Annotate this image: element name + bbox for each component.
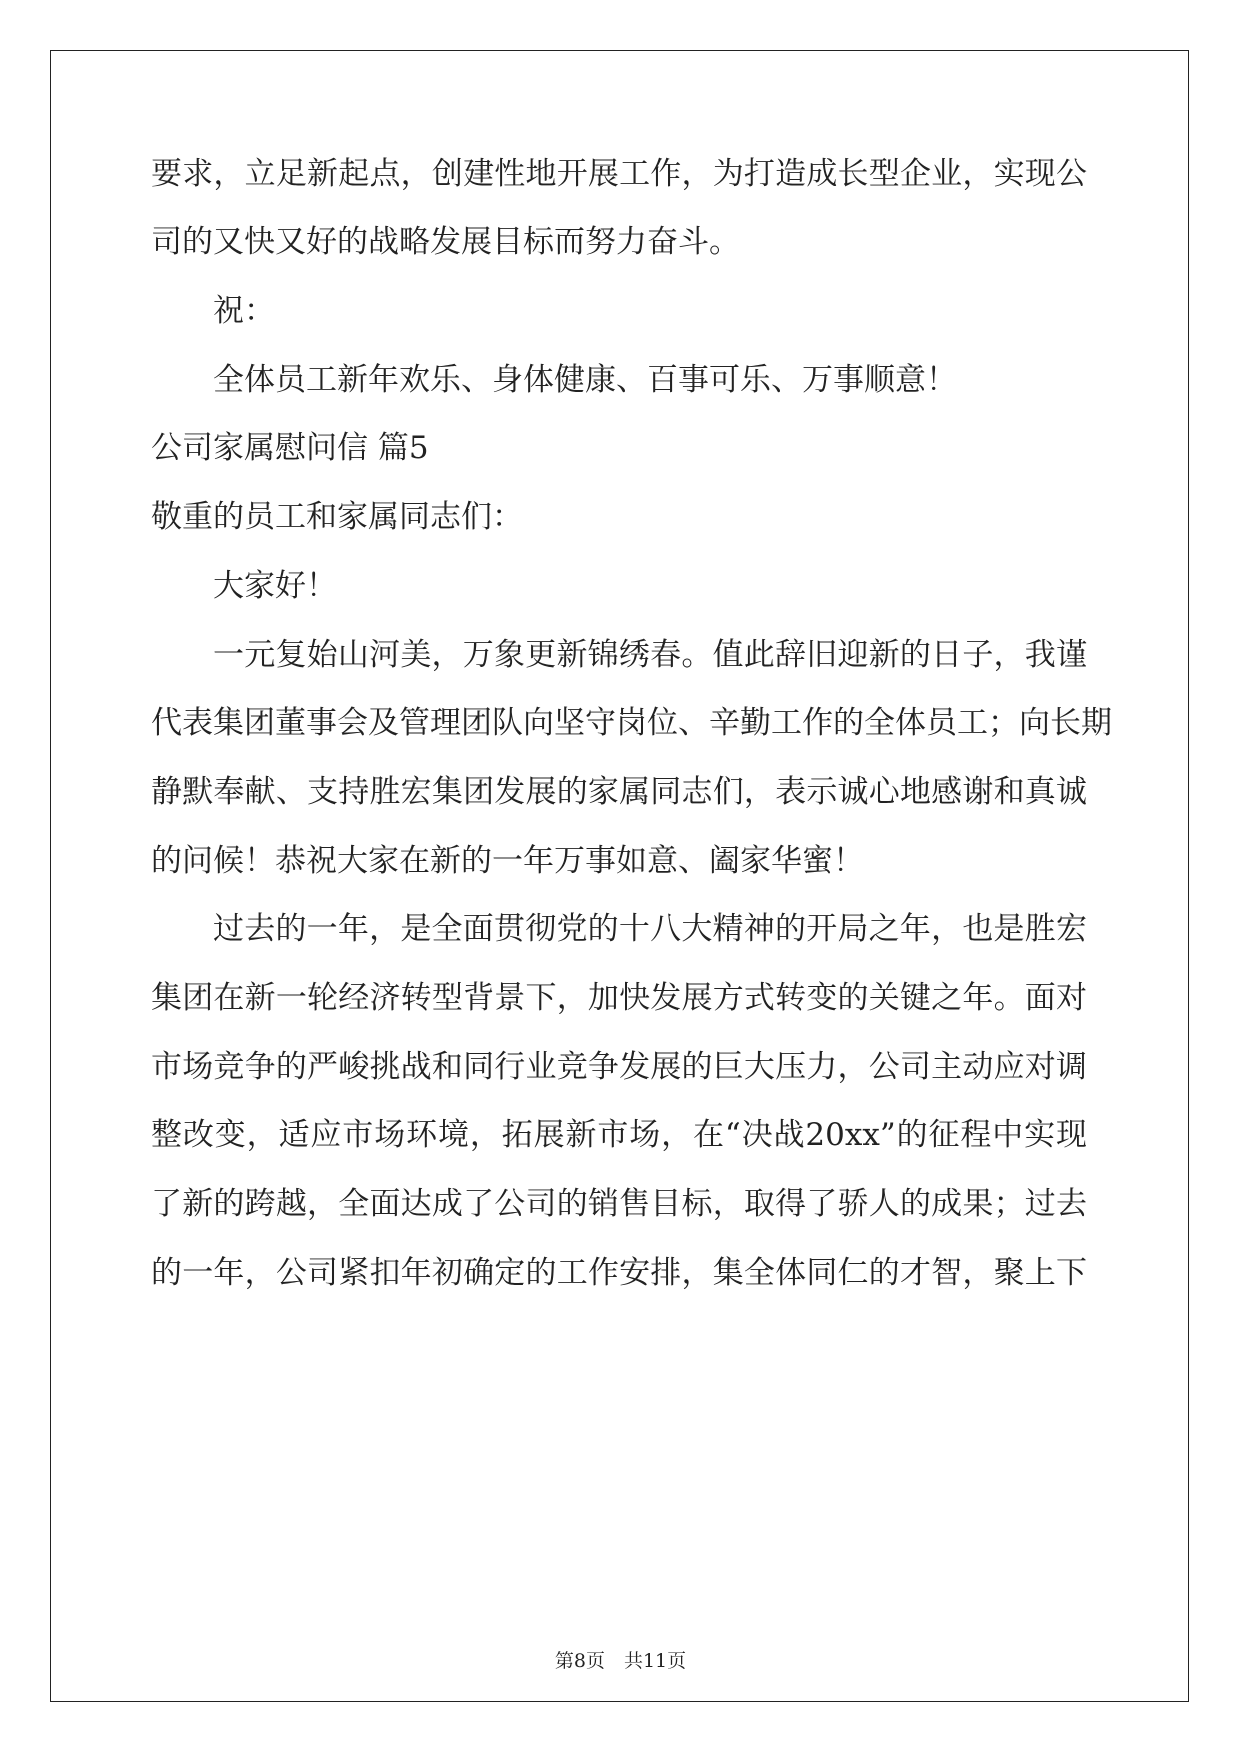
text-line-2: 司的又快又好的战略发展目标而努力奋斗。 (151, 224, 740, 260)
text-line-14: 市场竞争的严峻挑战和同行业竞争发展的巨大压力，公司主动应对调 (151, 1049, 1087, 1085)
greeting: 大家好！ (213, 568, 337, 604)
text-line-15: 整改变，适应市场环境，拓展新市场，在“决战20xx”的征程中实现 (151, 1117, 1087, 1153)
page-number-footer: 第8页 共11页 (554, 1650, 687, 1672)
text-line-17: 的一年，公司紧扣年初确定的工作安排，集全体同仁的才智，聚上下 (151, 1255, 1087, 1291)
section-heading: 公司家属慰问信 篇5 (151, 430, 429, 466)
text-line-12: 过去的一年，是全面贯彻党的十八大精神的开局之年，也是胜宏 (213, 911, 1087, 947)
text-line-1: 要求，立足新起点，创建性地开展工作，为打造成长型企业，实现公 (151, 156, 1087, 192)
text-line-9: 代表集团董事会及管理团队向坚守岗位、辛勤工作的全体员工；向长期 (151, 705, 1112, 741)
salutation-blessing: 祝： (213, 293, 275, 329)
letter-salutation: 敬重的员工和家属同志们： (151, 499, 523, 535)
text-line-16: 了新的跨越，全面达成了公司的销售目标，取得了骄人的成果；过去 (151, 1186, 1087, 1222)
text-line-10: 静默奉献、支持胜宏集团发展的家属同志们，表示诚心地感谢和真诚 (151, 774, 1087, 810)
text-line-13: 集团在新一轮经济转型背景下，加快发展方式转变的关键之年。面对 (151, 980, 1087, 1016)
text-line-8: 一元复始山河美，万象更新锦绣春。值此辞旧迎新的日子，我谨 (213, 637, 1087, 673)
text-line-11: 的问候！恭祝大家在新的一年万事如意、阖家华蜜！ (151, 843, 864, 879)
text-line-blessing: 全体员工新年欢乐、身体健康、百事可乐、万事顺意！ (213, 362, 957, 398)
